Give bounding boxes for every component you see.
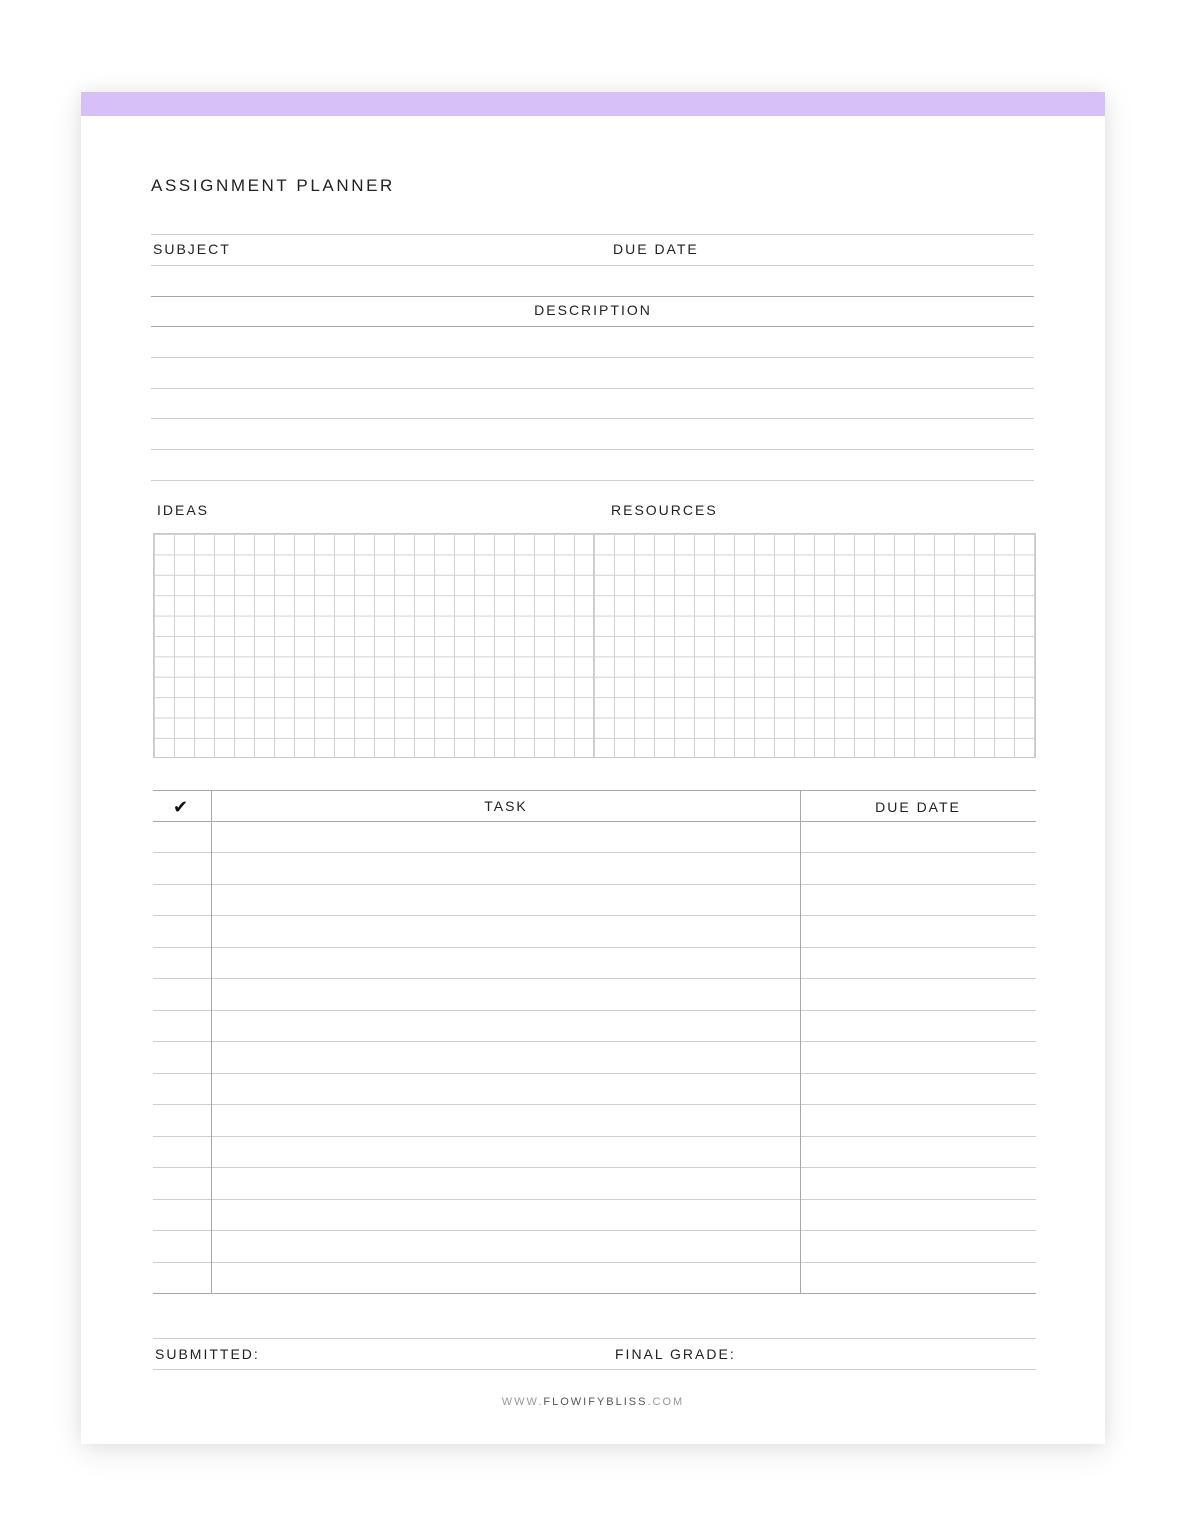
accent-bar	[81, 92, 1105, 116]
description-label: DESCRIPTION	[534, 302, 652, 318]
table-row[interactable]	[153, 1010, 1036, 1011]
table-row[interactable]	[153, 1104, 1036, 1105]
description-line[interactable]	[151, 449, 1034, 450]
table-row[interactable]	[153, 852, 1036, 853]
description-line[interactable]	[151, 357, 1034, 358]
divider-line	[151, 296, 1034, 297]
table-top-line	[153, 790, 1036, 791]
table-row[interactable]	[153, 978, 1036, 979]
ideas-grid[interactable]	[153, 533, 594, 758]
ideas-label: IDEAS	[157, 502, 210, 518]
divider-line	[153, 1338, 1036, 1339]
table-row[interactable]	[153, 884, 1036, 885]
table-row[interactable]	[153, 1073, 1036, 1074]
divider-line	[151, 234, 1034, 235]
table-row[interactable]	[153, 1230, 1036, 1231]
resources-grid[interactable]	[593, 533, 1036, 758]
divider-line	[153, 1369, 1036, 1370]
due-column-divider	[800, 790, 801, 1293]
subject-label: SUBJECT	[153, 241, 231, 257]
description-line[interactable]	[151, 326, 1034, 327]
description-line[interactable]	[151, 480, 1034, 481]
footer-suffix: .COM	[647, 1396, 685, 1408]
table-bottom-line	[153, 1293, 1036, 1294]
footer-brand: FLOWIFYBLISS	[543, 1396, 648, 1408]
footer-url	[81, 1396, 1105, 1408]
final-grade-label: FINAL GRADE:	[615, 1346, 736, 1362]
resources-label: RESOURCES	[611, 502, 718, 518]
check-column-divider	[211, 790, 212, 1293]
footer-prefix: WWW.	[501, 1396, 544, 1408]
table-row[interactable]	[153, 1262, 1036, 1263]
table-row[interactable]	[153, 1199, 1036, 1200]
table-header-line	[153, 821, 1036, 822]
table-row[interactable]	[153, 947, 1036, 948]
table-row[interactable]	[153, 1041, 1036, 1042]
table-row[interactable]	[153, 915, 1036, 916]
planner-sheet	[81, 92, 1105, 1444]
check-icon: ✔	[173, 797, 189, 817]
due-date-header: DUE DATE	[875, 799, 961, 815]
description-line[interactable]	[151, 418, 1034, 419]
task-header: TASK	[484, 798, 528, 814]
submitted-label: SUBMITTED:	[155, 1346, 260, 1362]
page-title: ASSIGNMENT PLANNER	[151, 176, 395, 195]
subject-input-line[interactable]	[151, 265, 1034, 266]
description-line[interactable]	[151, 388, 1034, 389]
table-row[interactable]	[153, 1136, 1036, 1137]
table-row[interactable]	[153, 1167, 1036, 1168]
due-date-label: DUE DATE	[613, 241, 699, 257]
